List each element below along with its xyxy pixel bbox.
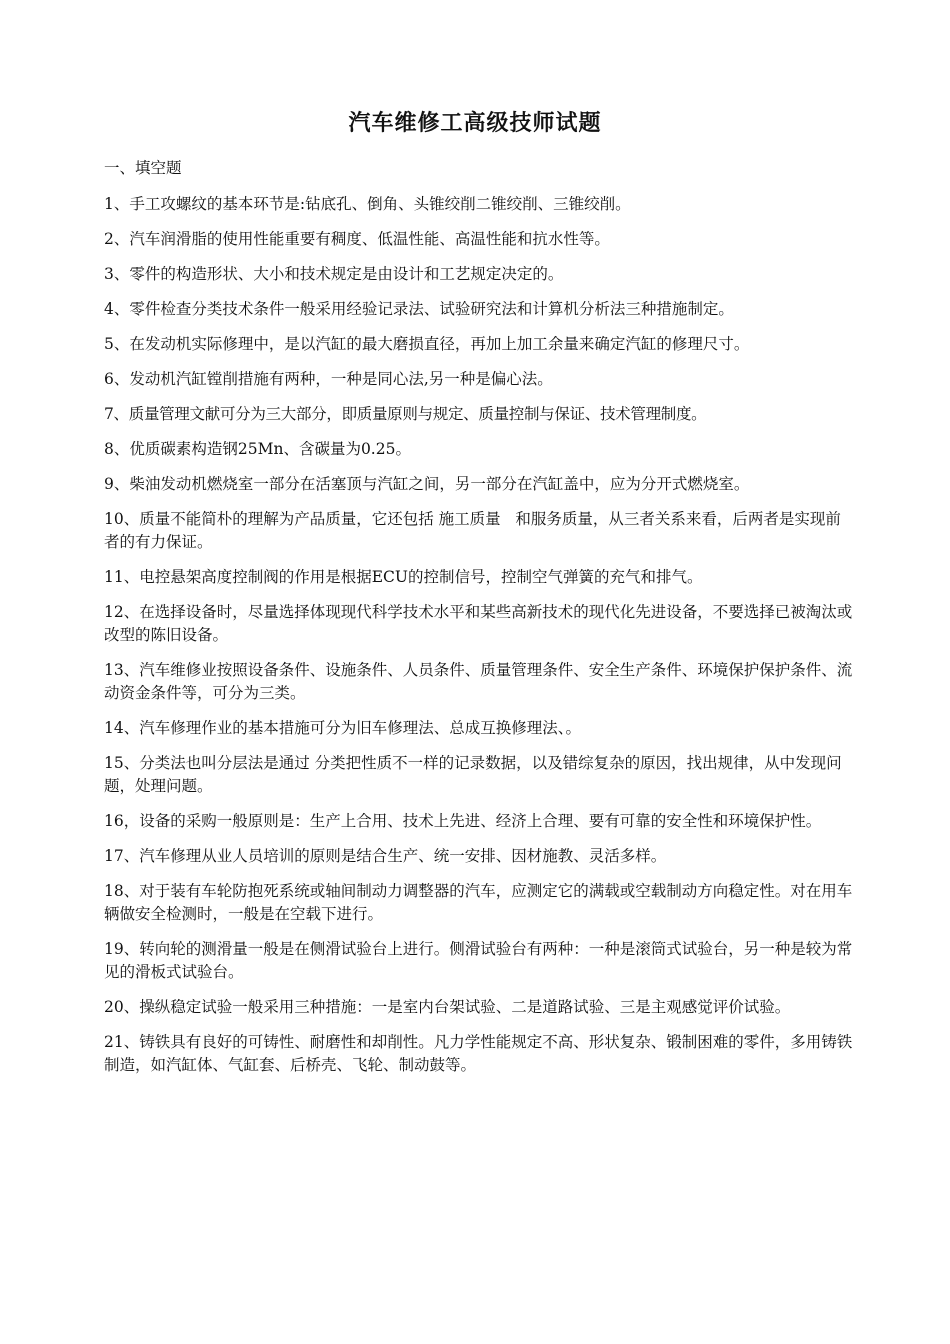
question-item: 18、对于装有车轮防抱死系统或轴间制动力调整器的汽车，应测定它的满载或空载制动方向稳定性。对在用车辆做安全检测时，一般是在空载下进行。: [104, 882, 853, 923]
question-item: 8、优质碳素构造钢25Mn、含碳量为0.25。: [104, 440, 411, 458]
document-title: 汽车维修工高级技师试题: [348, 111, 602, 136]
question-item: 11、电控悬架高度控制阀的作用是根据ECU的控制信号，控制空气弹簧的充气和排气。: [104, 568, 703, 586]
question-item: 14、汽车修理作业的基本措施可分为旧车修理法、总成互换修理法、。: [104, 719, 581, 737]
question-item: 20、操纵稳定试验一般采用三种措施：一是室内台架试验、二是道路试验、三是主观感觉评价试验。: [104, 998, 791, 1016]
question-item: 4、零件检查分类技术条件一般采用经验记录法、试验研究法和计算机分析法三种措施制定。: [104, 300, 734, 318]
question-item: 12、在选择设备时，尽量选择体现现代科学技术水平和某些高新技术的现代化先进设备，不要选择已被淘汰或改型的陈旧设备。: [104, 603, 853, 644]
section-heading: 一、填空题: [104, 159, 182, 177]
question-item: 9、柴油发动机燃烧室一部分在活塞顶与汽缸之间，另一部分在汽缸盖中，应为分开式燃烧室。: [104, 475, 750, 493]
question-item: 7、质量管理文献可分为三大部分，即质量原则与规定、质量控制与保证、技术管理制度。: [104, 405, 707, 423]
question-item: 1、手工攻螺纹的基本环节是:钻底孔、倒角、头锥绞削二锥绞削、三锥绞削。: [104, 195, 631, 213]
question-item: 2、汽车润滑脂的使用性能重要有稠度、低温性能、高温性能和抗水性等。: [104, 230, 610, 248]
question-item: 17、汽车修理从业人员培训的原则是结合生产、统一安排、因材施教、灵活多样。: [104, 847, 667, 865]
question-list: [104, 193, 856, 1089]
question-item: 15、分类法也叫分层法是通过 分类把性质不一样的记录数据，以及错综复杂的原因，找出规律，从中发现问题，处理问题。: [104, 754, 842, 795]
question-item: 16，设备的采购一般原则是：生产上合用、技术上先进、经济上合理、要有可靠的安全性和环境保护性。: [104, 812, 822, 830]
question-item: 5、在发动机实际修理中，是以汽缸的最大磨损直径，再加上加工余量来确定汽缸的修理尺寸。: [104, 335, 750, 353]
question-item: 6、发动机汽缸镗削措施有两种，一种是同心法,另一种是偏心法。: [104, 370, 553, 388]
question-item: 21、铸铁具有良好的可铸性、耐磨性和却削性。凡力学性能规定不高、形状复杂、锻制困难的零件，多用铸铁制造，如汽缸体、气缸套、后桥壳、飞轮、制动鼓等。: [104, 1033, 853, 1074]
question-item: 19、转向轮的测滑量一般是在侧滑试验台上进行。侧滑试验台有两种：一种是滚筒式试验台，另一种是较为常见的滑板式试验台。: [104, 940, 853, 981]
question-item: 3、零件的构造形状、大小和技术规定是由设计和工艺规定决定的。: [104, 265, 564, 283]
question-item: 10、质量不能简朴的理解为产品质量，它还包括 施工质量 和服务质量，从三者关系来看，后两者是实现前者的有力保证。: [104, 510, 841, 551]
question-item: 13、汽车维修业按照设备条件、设施条件、人员条件、质量管理条件、安全生产条件、环境保护保护条件、流动资金条件等，可分为三类。: [104, 661, 853, 702]
